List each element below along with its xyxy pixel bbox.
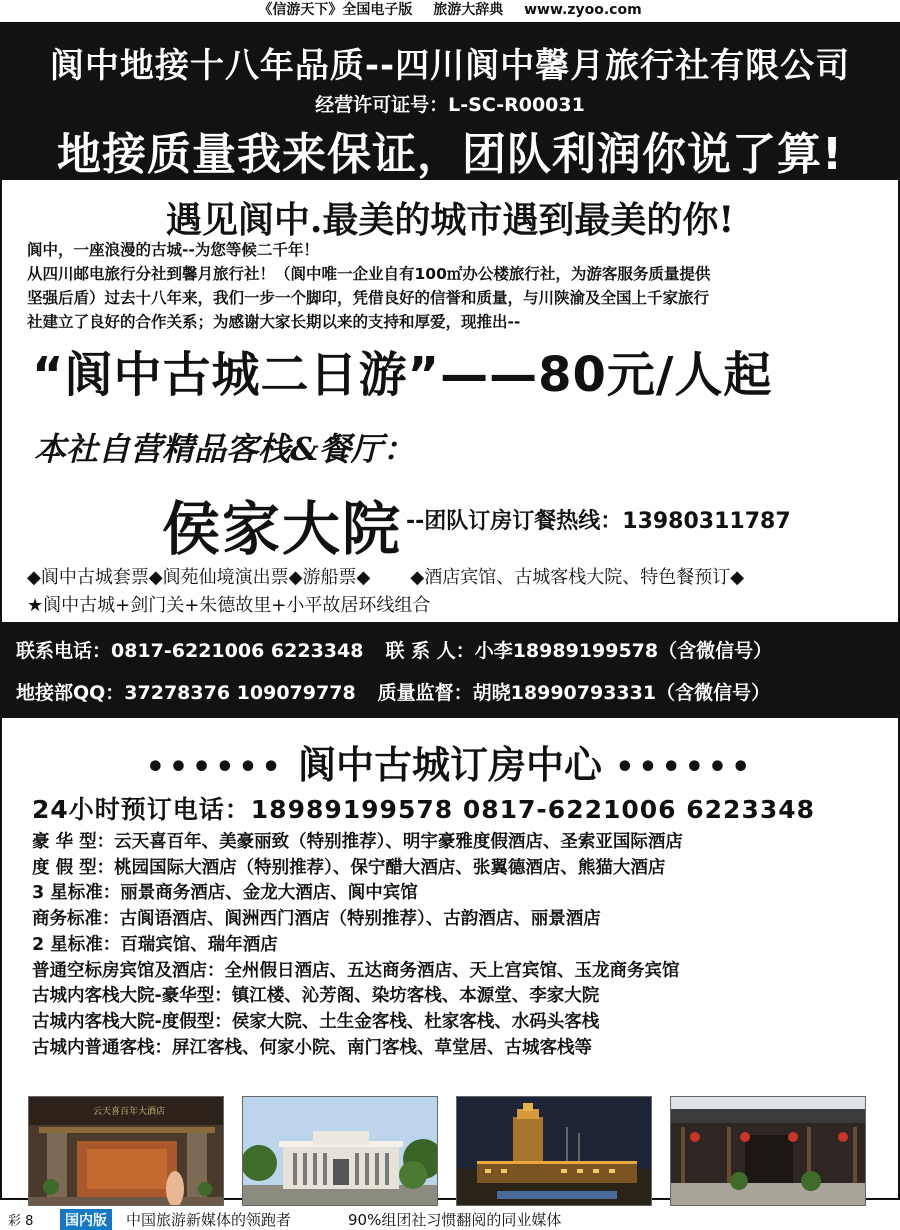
dots-right: •••••• <box>615 750 755 785</box>
tickets-left: ◆阆中古城套票◆阆苑仙境演出票◆游船票◆ <box>27 567 371 588</box>
photo-strip <box>28 1096 874 1206</box>
intro-section <box>2 180 898 622</box>
magazine-header <box>0 0 900 22</box>
website-link[interactable]: www.zyoo.com <box>524 2 642 18</box>
intro-paragraph <box>27 238 875 334</box>
hotel-row: 度 假 型：桃园国际大酒店（特别推荐）、保宁醋大酒店、张翼德酒店、熊猫大酒店 <box>32 857 666 878</box>
hotel-row: 普通空标房宾馆及酒店：全州假日酒店、五达商务酒店、天上宫宾馆、玉龙商务宾馆 <box>32 960 680 981</box>
intro-line: 坚强后盾）过去十八年来，我们一步一个脚印，凭借良好的信誉和质量，与川陕渝及全国上千家旅行 <box>27 289 710 307</box>
intro-line: 阆中，一座浪漫的古城--为您等候二千年！ <box>27 241 319 259</box>
footer-tagline-2: 90%组团社习惯翻阅的同业媒体 <box>348 1211 562 1229</box>
dots-left: •••••• <box>145 750 285 785</box>
magazine-title: 《信游天下》全国电子版 <box>258 2 413 18</box>
intro-headline: 遇见阆中.最美的城市遇到最美的你! <box>165 199 735 241</box>
booking-title-row <box>2 734 898 789</box>
contact-qq: 地接部QQ：37278376 109079778 <box>16 682 356 704</box>
contact-person: 联 系 人：小李18989199578（含微信号） <box>385 640 773 662</box>
hotel-row: 古城内客栈大院-度假型：侯家大院、土生金客栈、杜家客栈、水码头客栈 <box>32 1011 600 1032</box>
hotel-list <box>32 830 882 1061</box>
hotel-row: 豪 华 型：云天喜百年、美豪丽致（特别推荐）、明宇豪雅度假酒店、圣索亚国际酒店 <box>32 832 683 852</box>
contact-phone: 联系电话：0817-6221006 6223348 <box>16 640 364 662</box>
tickets-right: ◆酒店宾馆、古城客栈大院、特色餐预订◆ <box>410 567 745 588</box>
intro-line: 从四川邮电旅行分社到馨月旅行社！（阆中唯一企业自有100㎡办公楼旅行社，为游客服务质量提供 <box>27 265 711 283</box>
quality-supervisor: 质量监督：胡晓18990793331（含微信号） <box>377 682 771 704</box>
hotel-row: 商务标准：古阆语酒店、阆洲西门酒店（特别推荐）、古韵酒店、丽景酒店 <box>32 909 601 930</box>
courtyard-photo <box>670 1096 866 1206</box>
hotel-sign-text: 云天喜百年大酒店 <box>92 1107 166 1117</box>
company-slogan: 地接质量我来保证，团队利润你说了算! <box>56 129 844 180</box>
tour-promo: “阆中古城二日游”——80元/人起 <box>32 347 773 403</box>
hotel-row: 古城内普通客栈：屏江客栈、何家小院、南门客栈、草堂居、古城客栈等 <box>32 1037 592 1058</box>
company-banner <box>2 24 898 180</box>
page-footer <box>0 1206 900 1230</box>
contact-banner <box>2 622 898 718</box>
hotel-row: 古城内客栈大院-豪华型：镇江楼、沁芳阁、染坊客栈、本源堂、李家大院 <box>32 986 600 1007</box>
own-inn-label: 本社自营精品客栈&餐厅： <box>34 430 415 468</box>
booking-title: 阆中古城订房中心 <box>297 743 602 787</box>
edition-badge: 国内版 <box>60 1209 112 1230</box>
intro-line: 社建立了良好的合作关系；为感谢大家长期以来的支持和厚爱，现推出-- <box>27 313 521 331</box>
dictionary-label: 旅游大辞典 <box>433 2 504 18</box>
route-combo: ★阆中古城+剑门关+朱德故里+小平故居环线组合 <box>27 595 431 616</box>
page-number: 彩 8 <box>8 1214 34 1229</box>
hotel-row: 2 星标准：百瑞宾馆、瑞年酒店 <box>32 934 278 955</box>
inn-hotline: --团队订房订餐热线：13980311787 <box>406 509 791 534</box>
hotel-exterior-photo <box>242 1096 438 1206</box>
ticket-services <box>27 564 744 620</box>
footer-tagline-1: 中国旅游新媒体的领跑者 <box>126 1211 292 1229</box>
inn-name: 侯家大院 <box>162 495 403 563</box>
company-title: 阆中地接十八年品质--四川阆中馨月旅行社有限公司 <box>49 46 851 86</box>
hotel-night-photo <box>456 1096 652 1206</box>
license-number: 经营许可证号：L-SC-R00031 <box>315 94 585 116</box>
booking-phone: 24小时预订电话：18989199578 0817-6221006 6223348 <box>32 795 816 824</box>
advertisement-frame <box>0 22 900 1200</box>
hotel-row: 3 星标准：丽景商务酒店、金龙大酒店、阆中宾馆 <box>32 883 418 904</box>
booking-section <box>2 718 898 1202</box>
hotel-lobby-photo <box>28 1096 224 1206</box>
